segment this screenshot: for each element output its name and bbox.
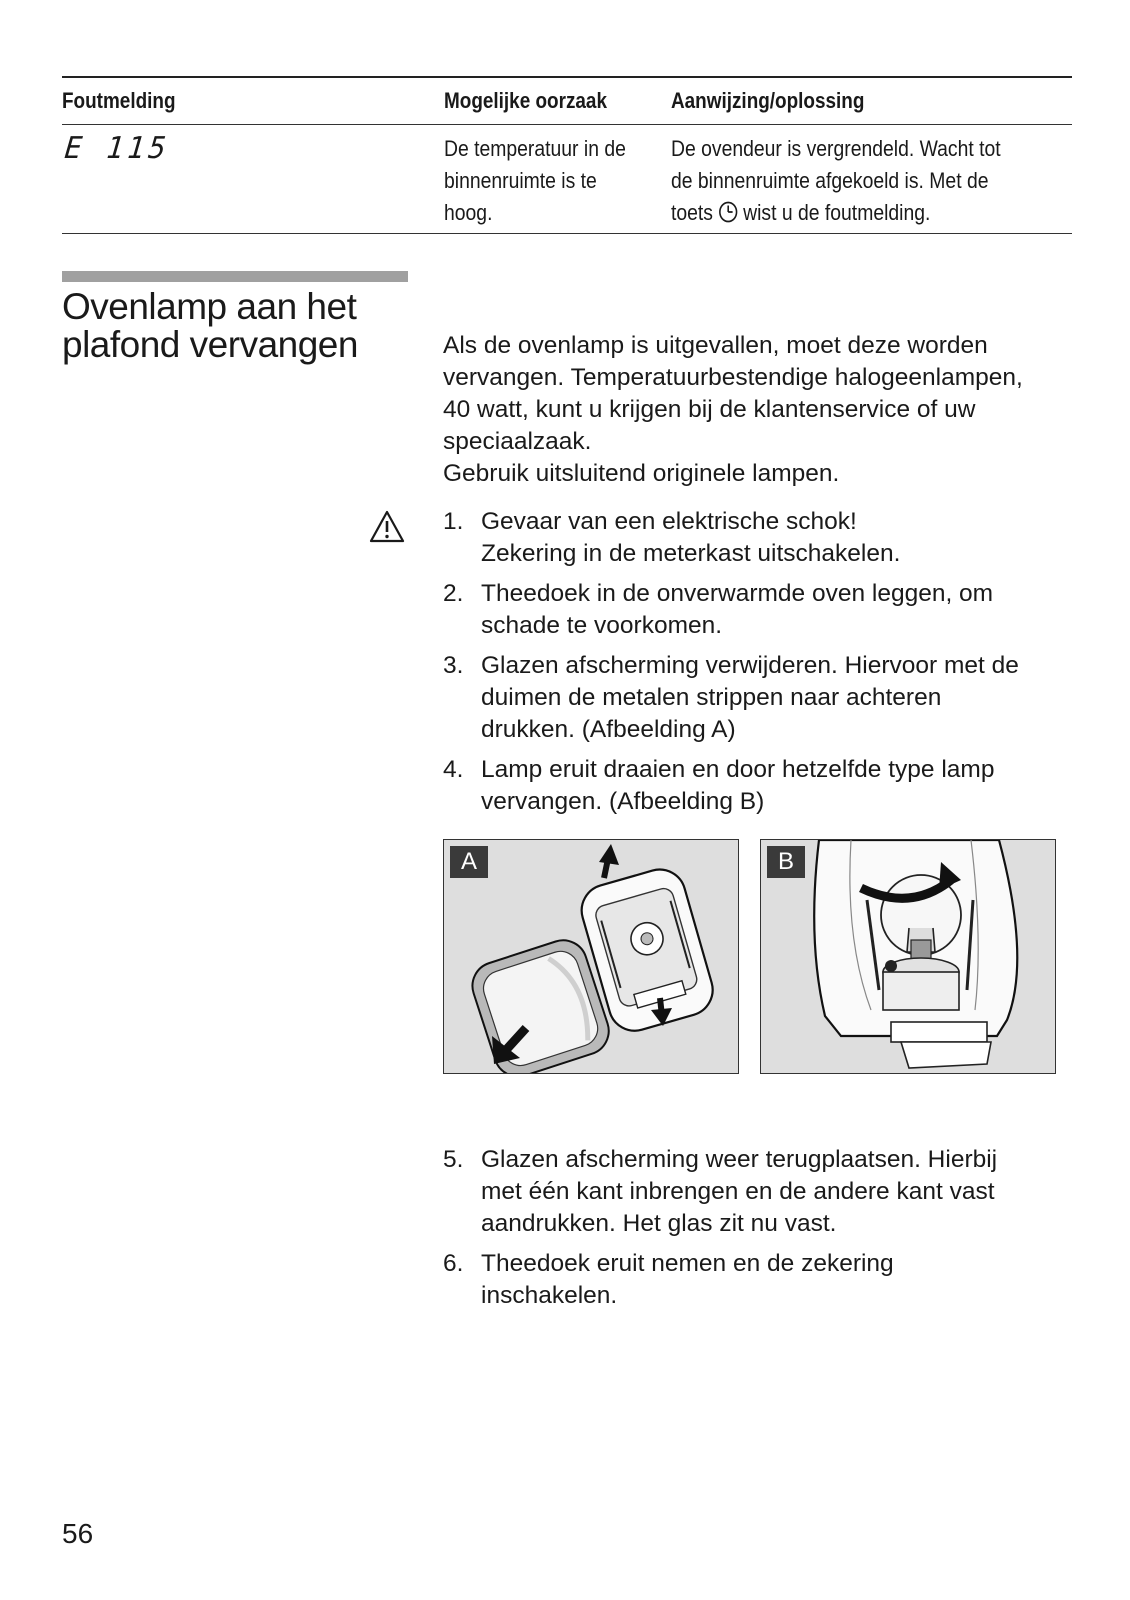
- step-line: aandrukken. Het glas zit nu vast.: [481, 1210, 837, 1237]
- table-header-row: [62, 78, 1072, 124]
- remedy-line3-before: toets: [671, 200, 713, 225]
- remedy-line: De ovendeur is vergrendeld. Wacht tot: [671, 136, 1001, 161]
- section-title-line: Ovenlamp aan het: [62, 286, 357, 327]
- step-line: Lamp eruit draaien en door hetzelfde type lamp: [481, 756, 995, 783]
- list-item: [443, 1248, 1083, 1312]
- section-title-line: plafond vervangen: [62, 324, 358, 365]
- figure-label: A: [450, 846, 488, 878]
- remedy-line3-after: wist u de foutmelding.: [743, 200, 931, 225]
- step-line: Glazen afscherming verwijderen. Hiervoor met de: [481, 652, 1019, 679]
- cause-line: binnenruimte is te: [444, 168, 597, 193]
- header-cause: Mogelijke oorzaak: [444, 88, 607, 113]
- step-number: 4.: [443, 756, 464, 783]
- page-number: 56: [62, 1518, 94, 1549]
- clock-icon: [718, 201, 737, 223]
- list-item: [443, 650, 1083, 746]
- intro-line: Gebruik uitsluitend originele lampen.: [443, 460, 840, 487]
- step-line: vervangen. (Afbeelding B): [481, 788, 765, 815]
- step-line: Gevaar van een elektrische schok!: [481, 508, 857, 535]
- section-title: [62, 288, 422, 364]
- remedy-line: de binnenruimte afgekoeld is. Met de: [671, 168, 989, 193]
- figure-a: [443, 839, 739, 1074]
- list-item: [443, 754, 1083, 818]
- figure-label: B: [767, 846, 805, 878]
- step-number: 6.: [443, 1250, 464, 1277]
- arrow-up-icon: [599, 844, 619, 878]
- header-remedy: Aanwijzing/oplossing: [671, 88, 865, 113]
- step-line: Theedoek eruit nemen en de zekering: [481, 1250, 894, 1277]
- figure-b: [760, 839, 1056, 1074]
- cause-line: hoog.: [444, 200, 493, 225]
- intro-line: speciaalzaak.: [443, 428, 592, 455]
- remedy-line: [671, 197, 1001, 229]
- header-fault: Foutmelding: [62, 88, 176, 113]
- list-item: [443, 578, 1083, 642]
- step-line: duimen de metalen strippen naar achteren: [481, 684, 942, 711]
- remedy-text: [671, 133, 1001, 229]
- step-line: Theedoek in de onverwarmde oven leggen, om: [481, 580, 994, 607]
- step-line: Glazen afscherming weer terugplaatsen. Hierbij: [481, 1146, 998, 1173]
- intro-line: Als de ovenlamp is uitgevallen, moet deze worden: [443, 332, 988, 359]
- list-item: [443, 1144, 1083, 1240]
- figure-b-illustration: [761, 840, 1056, 1074]
- intro-line: vervangen. Temperatuurbestendige halogeenlampen,: [443, 364, 1023, 391]
- step-number: 3.: [443, 652, 464, 679]
- error-code: E 115: [63, 131, 172, 166]
- section-bar: [62, 271, 408, 282]
- step-line: schade te voorkomen.: [481, 612, 723, 639]
- step-number: 1.: [443, 508, 464, 535]
- step-line: inschakelen.: [481, 1282, 618, 1309]
- step-line: drukken. (Afbeelding A): [481, 716, 736, 743]
- step-number: 5.: [443, 1146, 464, 1173]
- table-row: [62, 125, 1072, 233]
- error-table: [62, 76, 1072, 234]
- intro-paragraph: [443, 330, 1083, 490]
- warning-triangle-icon: [369, 510, 405, 543]
- cause-line: De temperatuur in de: [444, 136, 626, 161]
- steps-list-part1: [443, 506, 1083, 826]
- step-line: met één kant inbrengen en de andere kant vast: [481, 1178, 995, 1205]
- intro-line: 40 watt, kunt u krijgen bij de klantenservice of uw: [443, 396, 976, 423]
- figure-a-illustration: [444, 840, 739, 1074]
- cause-text: [444, 133, 626, 229]
- list-item: [443, 506, 1083, 570]
- steps-list-part2: [443, 1144, 1083, 1320]
- step-line: Zekering in de meterkast uitschakelen.: [481, 540, 901, 567]
- table-bottom-rule: [62, 233, 1072, 234]
- step-number: 2.: [443, 580, 464, 607]
